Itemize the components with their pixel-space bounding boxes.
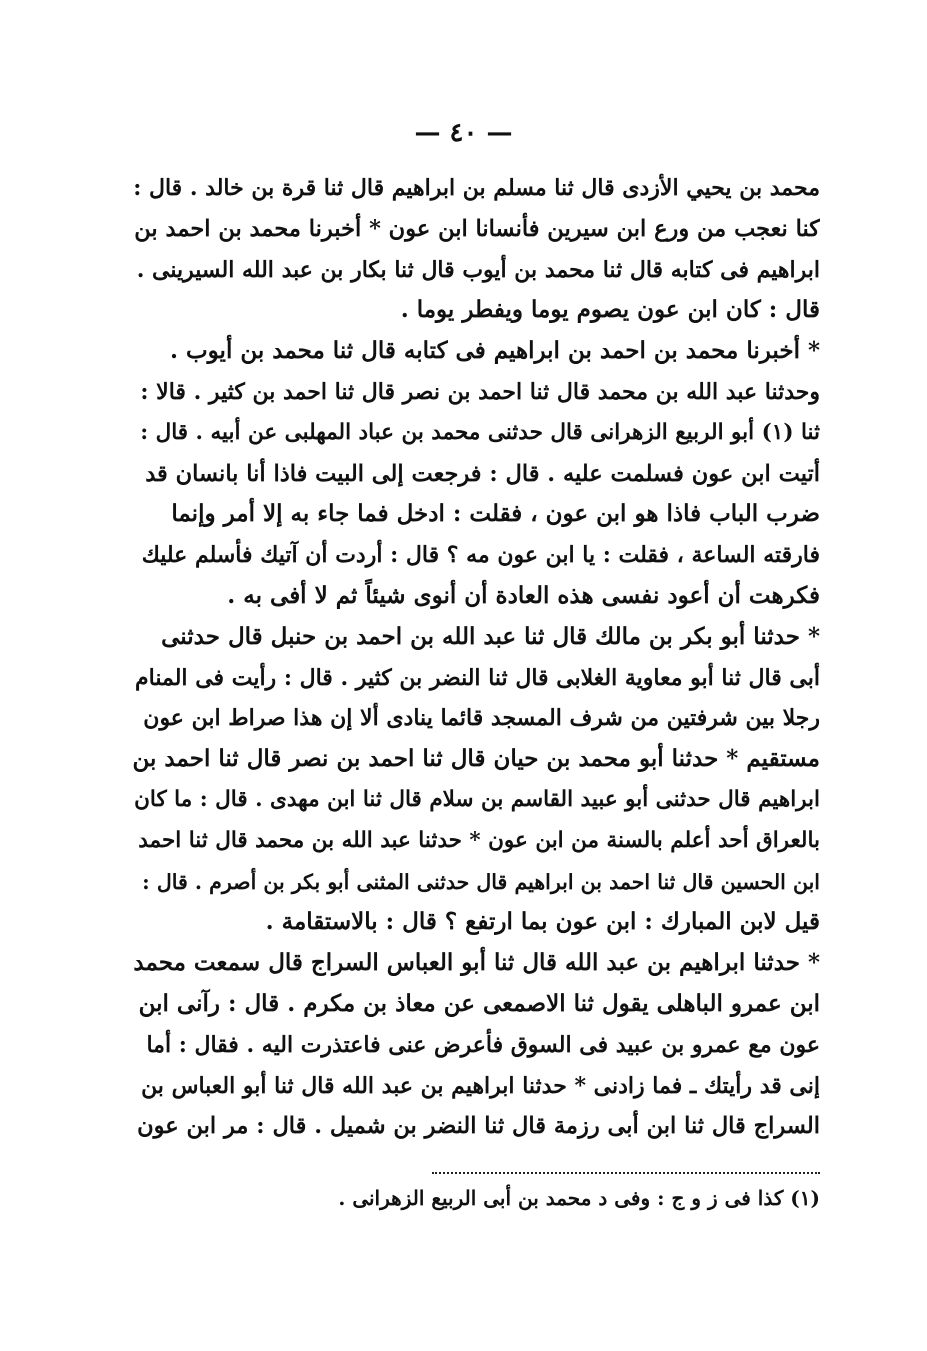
text-line: ابراهيم قال حدثنى أبو عبيد القاسم بن سلام قال ثنا ابن مهدى . قال : ما كان — [134, 786, 820, 812]
text-line: ابن عمرو الباهلى يقول ثنا الاصمعى عن معاذ بن مكرم . قال : رآنى ابن — [138, 989, 820, 1017]
text-line: عون مع عمرو بن عبيد فى السوق فأعرض عنى فاعتذرت اليه . فقال : أما — [146, 1031, 820, 1058]
text-line: محمد بن يحيي الأزدى قال ثنا مسلم بن ابراهيم قال ثنا قرة بن خالد . قال : — [133, 175, 820, 201]
text-line: رجلا بين شرفتين من شرف المسجد قائما ينادى ألا إن هذا صراط ابن عون — [143, 705, 820, 732]
text-line: ضرب الباب فاذا هو ابن عون ، فقلت : ادخل فما جاء به إلا أمر وإنما — [171, 500, 820, 528]
text-line: ثنا (١) أبو الربيع الزهرانى قال حدثنى محمد بن عباد المهلبى عن أبيه . قال : — [140, 419, 820, 445]
text-line: * أخبرنا محمد بن احمد بن ابراهيم فى كتابه قال ثنا محمد بن أيوب . — [170, 337, 820, 365]
text-line: قال : كان ابن عون يصوم يوما ويفطر يوما . — [400, 296, 820, 324]
text-line: بالعراق أحد أعلم بالسنة من ابن عون * حدثنا عبد الله بن محمد قال ثنا احمد — [138, 827, 820, 853]
main-text — [132, 168, 820, 1147]
text-line: إنى قد رأيتك ـ فما زادنى * حدثنا ابراهيم بن عبد الله قال ثنا أبو العباس بن — [141, 1072, 820, 1099]
footnote-divider — [432, 1172, 820, 1174]
footnote: (١) كذا فى ز و ج : وفى د محمد بن أبى الربيع الزهرانى . — [338, 1186, 820, 1210]
text-line: فارقته الساعة ، فقلت : يا ابن عون مه ؟ قال : أردت أن آتيك فأسلم عليك — [141, 542, 820, 569]
text-line: السراج قال ثنا ابن أبى رزمة قال ثنا النضر بن شميل . قال : مر ابن عون — [137, 1113, 820, 1140]
text-line: ابن الحسين قال ثنا احمد بن ابراهيم قال حدثنى المثنى أبو بكر بن أصرم . قال : — [142, 869, 820, 894]
text-line: فكرهت أن أعود نفسى هذه العادة أن أنوى شيئاً ثم لا أفى به . — [227, 581, 820, 609]
text-line: أتيت ابن عون فسلمت عليه . قال : فرجعت إلى البيت فاذا أنا بانسان قد — [145, 460, 820, 487]
text-line: * حدثنا ابراهيم بن عبد الله قال ثنا أبو العباس السراج قال سمعت محمد — [133, 949, 820, 977]
page-number: — ٤٠ — — [414, 118, 513, 148]
text-line: ابراهيم فى كتابه قال ثنا محمد بن أيوب قال ثنا بكار بن عبد الله السيرينى . — [136, 256, 820, 283]
text-line: أبى قال ثنا أبو معاوية الغلابى قال ثنا النضر بن كثير . قال : رأيت فى المنام — [135, 664, 820, 691]
text-line: وحدثنا عبد الله بن محمد قال ثنا احمد بن نصر قال ثنا احمد بن كثير . قالا : — [140, 378, 820, 405]
text-line: قيل لابن المبارك : ابن عون بما ارتفع ؟ قال : بالاستقامة . — [265, 908, 820, 936]
text-line: كنا نعجب من ورع ابن سيرين فأنسانا ابن عون * أخبرنا محمد بن احمد بن — [134, 215, 820, 242]
text-line: مستقيم * حدثنا أبو محمد بن حيان قال ثنا احمد بن نصر قال ثنا احمد بن — [132, 745, 820, 773]
text-line: * حدثنا أبو بكر بن مالك قال ثنا عبد الله بن احمد بن حنبل قال حدثنى — [161, 622, 820, 650]
